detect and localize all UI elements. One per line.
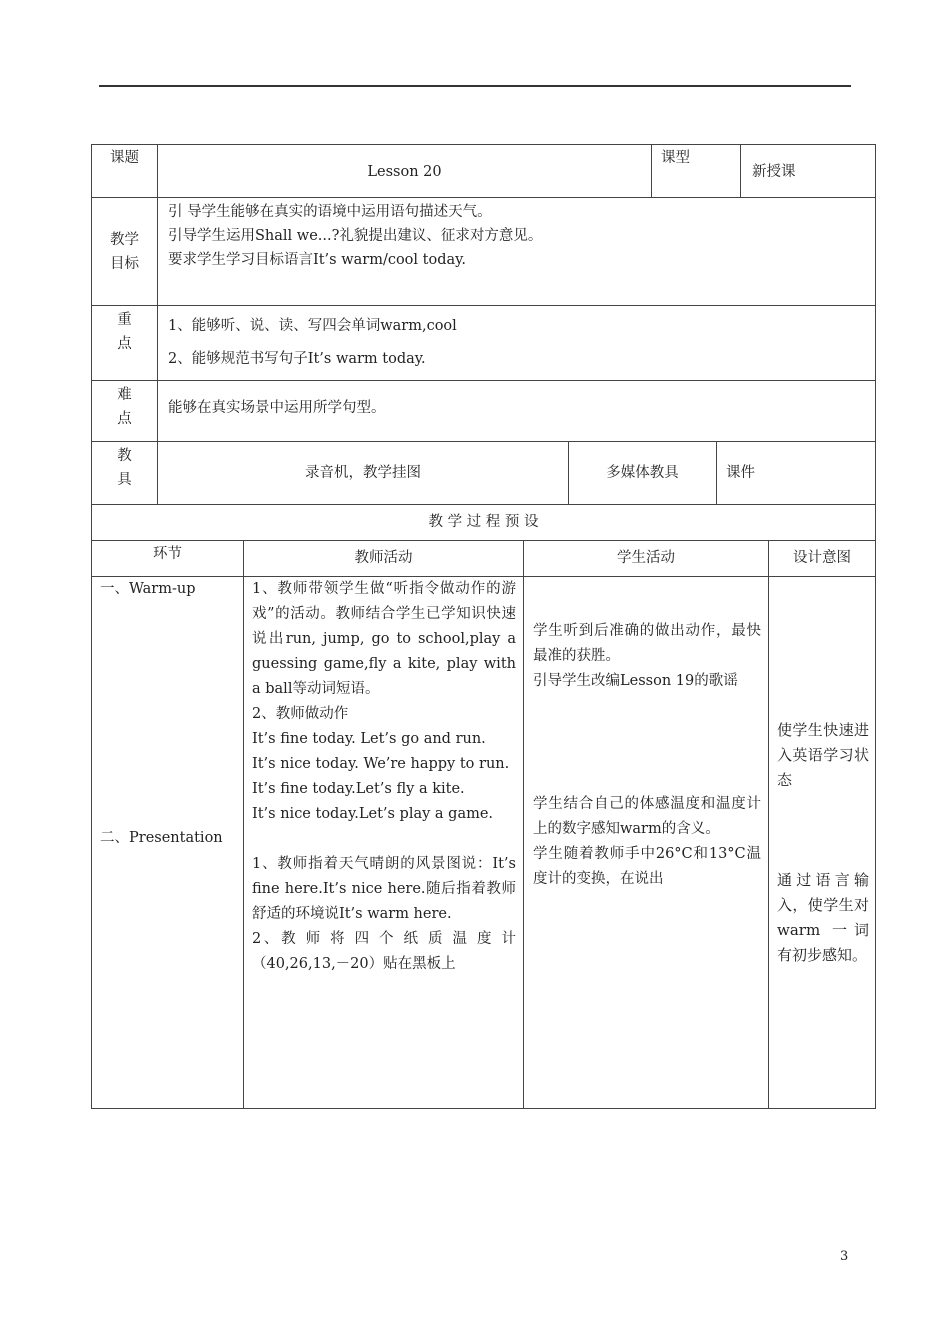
- materials-label: 教 具: [117, 448, 132, 488]
- column-header-stage: 环节: [153, 546, 182, 562]
- column-header-intent: 设计意图: [793, 550, 851, 566]
- student-activities-warm-up: 学生听到后准确的做出动作，最快最准的获胜。 引导学生改编Lesson 19的歌谣: [533, 623, 761, 689]
- materials-items: 录音机，教学挂图: [305, 465, 421, 481]
- key-points-list: [168, 310, 868, 376]
- lesson-title: Lesson 20: [367, 164, 442, 180]
- goal-item: 引导学生运用Shall we...?礼貌提出建议、征求对方意见。: [168, 228, 543, 244]
- multimedia-value: 课件: [726, 465, 755, 481]
- stage-warm-up: 一、Warm-up: [100, 581, 196, 597]
- process-title: 教 学 过 程 预 设: [428, 514, 539, 530]
- column-header-teacher: 教师活动: [354, 550, 413, 566]
- goals-label: 教学 目标: [110, 232, 139, 272]
- topic-label: 课题: [110, 150, 139, 166]
- difficulty-label: 难 点: [117, 387, 132, 427]
- goal-item: 要求学生学习目标语言It’s warm/cool today.: [168, 252, 467, 268]
- key-points-label: 重 点: [117, 312, 132, 352]
- student-activities-presentation: 学生结合自己的体感温度和温度计上的数字感知warm的含义。 学生随着教师手中26°C和13°C温度计的变换，在说出: [533, 796, 761, 887]
- page-number: 3: [840, 1249, 849, 1264]
- goals-list: [168, 200, 868, 272]
- teacher-activities: 1、教师带领学生做“听指令做动作的游戏”的活动。教师结合学生已学知识快速说出run, jump, go to school,play a guessing game,fly a kite, play with a ball等动词短语。 2、教师做动作 It’s fine today. Let’s go and run. It’s nice today. We’re happy to run. It’s fine today.Let’s fly a kite. It’s nice today.Let’s play a game. 1、教师指着天气晴朗的风景图说：It’s fine here.It’s nice here.随后指着教师舒适的环境说It’s warm here. 2、教 师 将 四 个 纸 质 温 度 计（40,26,13,－20）贴在黑板上: [252, 581, 516, 972]
- header-rule: [99, 85, 851, 87]
- lesson-type-label: 课型: [661, 150, 690, 166]
- key-point-item: 2、能够规范书写句子It’s warm today.: [168, 351, 426, 367]
- difficulty-text: 能够在真实场景中运用所学句型。: [168, 400, 386, 416]
- lesson-type-value: 新授课: [752, 164, 796, 180]
- design-intent-presentation: 通过语言输入，使学生对 warm 一词有初步感知。: [777, 871, 869, 964]
- goal-item: 引 导学生能够在真实的语境中运用语句描述天气。: [168, 204, 492, 220]
- multimedia-label: 多媒体教具: [606, 465, 679, 481]
- column-header-student: 学生活动: [617, 550, 675, 566]
- design-intent-warm-up: 使学生快速进入英语学习状态: [777, 721, 869, 789]
- stage-presentation: 二、Presentation: [100, 830, 223, 846]
- key-point-item: 1、能够听、说、读、写四会单词warm,cool: [168, 318, 457, 334]
